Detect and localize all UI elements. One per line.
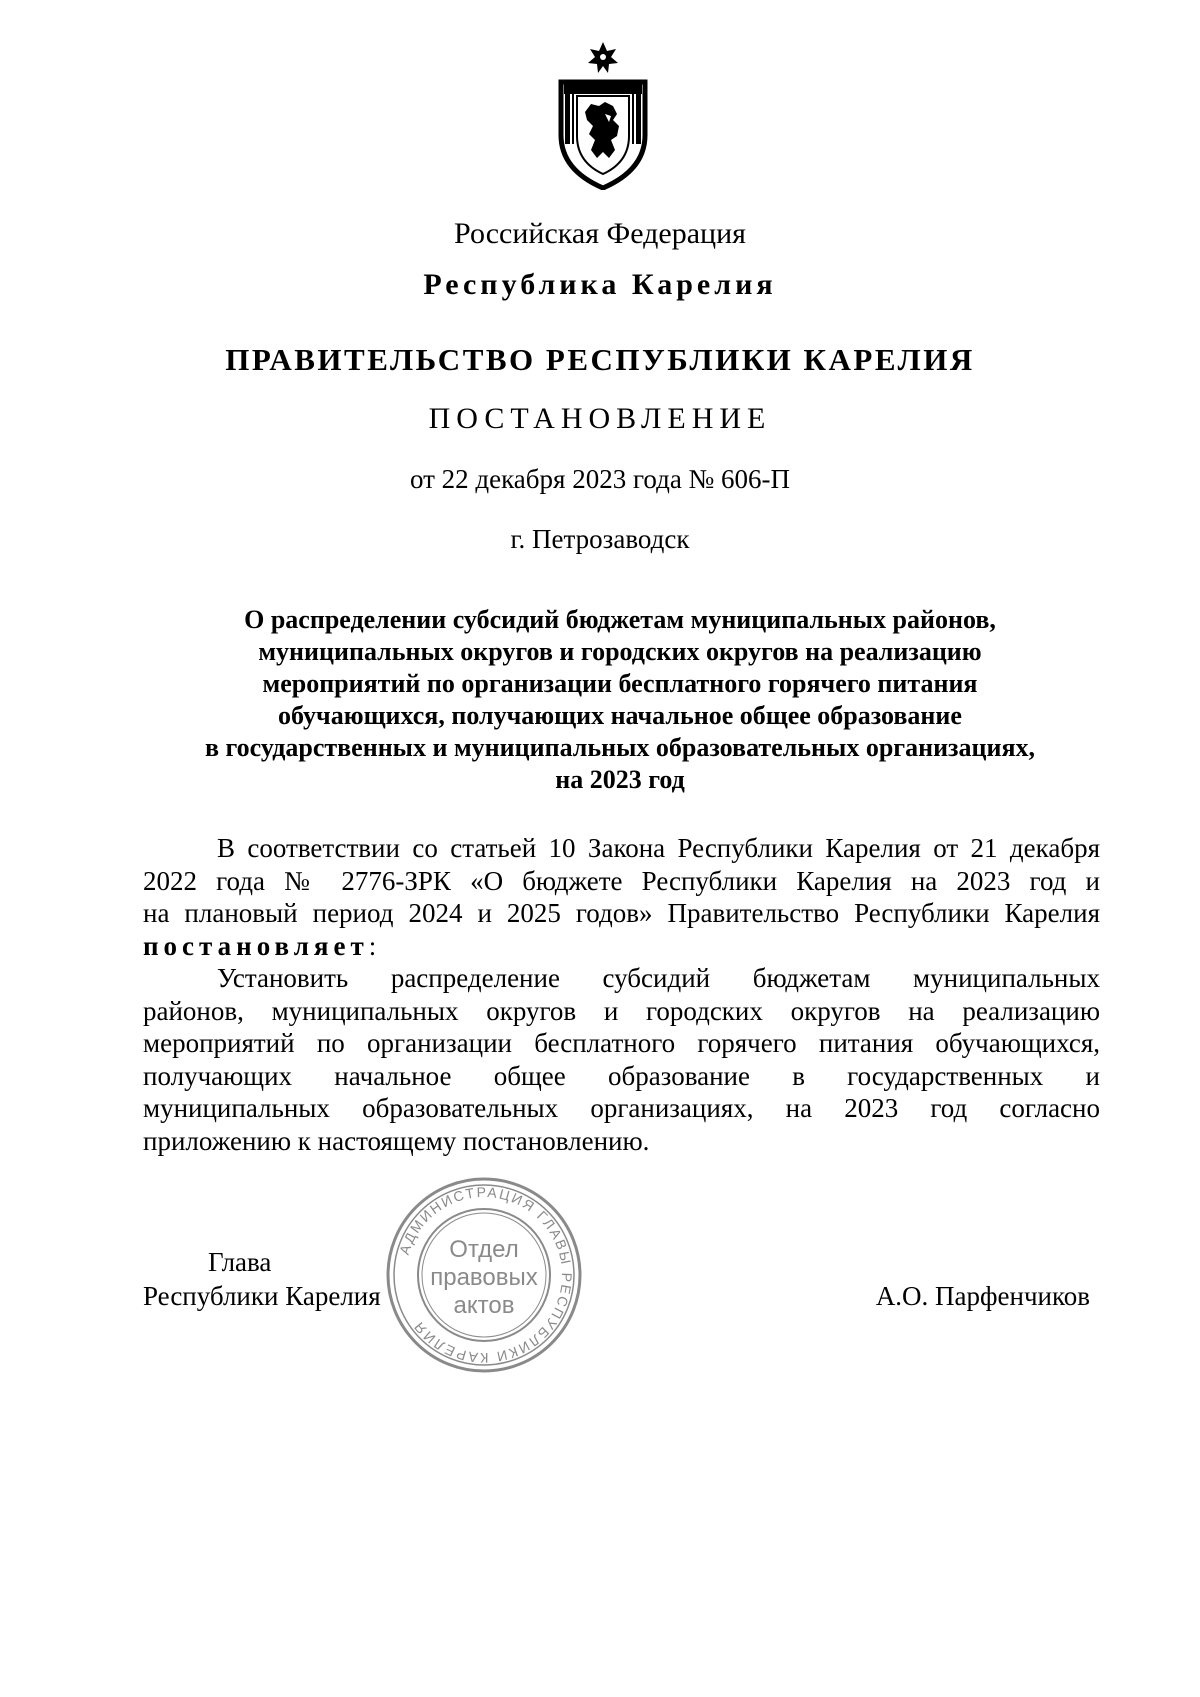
coat-of-arms-icon — [555, 40, 651, 190]
republic-name: Республика Карелия — [423, 268, 777, 301]
title-line: муниципальных округов и городских округов на реализацию — [258, 637, 982, 666]
body-line: 2022 года № 2776-ЗРК «О бюджете Республики Карелия на 2023 год и — [143, 865, 1100, 896]
stamp-line: правовых — [430, 1264, 538, 1291]
date-number-line: от 22 декабря 2023 года № 606-П — [409, 464, 791, 494]
body-line: мероприятий по организации бесплатного горячего питания обучающихся, — [143, 1028, 1100, 1058]
title-line: мероприятий по организации бесплатного горячего питания — [262, 669, 978, 698]
signatory-title: Глава — [208, 1247, 272, 1277]
body-line: районов, муниципальных округов и городских округов на реализацию — [143, 995, 1100, 1026]
body-line: Установить распределение субсидий бюджетам муниципальных — [217, 963, 1100, 993]
resolves-colon: : — [368, 930, 377, 961]
body-line: получающих начальное общее образование в государственных и — [143, 1060, 1100, 1091]
stamp-ring-text: АДМИНИСТРАЦИЯ ГЛАВЫ РЕСПУБЛИКИ КАРЕЛИЯ — [395, 1183, 576, 1367]
title-line: в государственных и муниципальных образовательных организациях, — [204, 733, 1036, 762]
title-line: на 2023 год — [555, 765, 685, 794]
signatory-name: А.О. Парфенчиков — [875, 1281, 1090, 1311]
body-line: на плановый период 2024 и 2025 годов» Правительство Республики Карелия — [143, 898, 1100, 928]
body-line: приложению к настоящему постановлению. — [143, 1125, 650, 1156]
stamp-line: Отдел — [449, 1236, 519, 1263]
document-type: ПОСТАНОВЛЕНИЕ — [428, 402, 772, 435]
title-line: обучающихся, получающих начальное общее образование — [278, 701, 962, 730]
resolves-line — [143, 930, 1100, 963]
body-line: муниципальных образовательных организациях, на 2023 год согласно — [143, 1093, 1100, 1123]
resolves-word: постановляет — [143, 930, 369, 961]
body-line: В соответствии со статьей 10 Закона Республики Карелия от 21 декабря — [217, 833, 1100, 863]
stamp — [384, 1175, 584, 1375]
government-name: ПРАВИТЕЛЬСТВО РЕСПУБЛИКИ КАРЕЛИЯ — [225, 342, 975, 377]
document-title — [90, 604, 1150, 796]
document-body — [143, 832, 1100, 1157]
title-line: О распределении субсидий бюджетам муниципальных районов, — [244, 605, 996, 634]
country-name: Российская Федерация — [454, 217, 746, 250]
city: г. Петрозаводск — [510, 524, 690, 554]
signatory-title-org: Республики Карелия — [143, 1281, 381, 1311]
stamp-line: актов — [453, 1292, 515, 1319]
